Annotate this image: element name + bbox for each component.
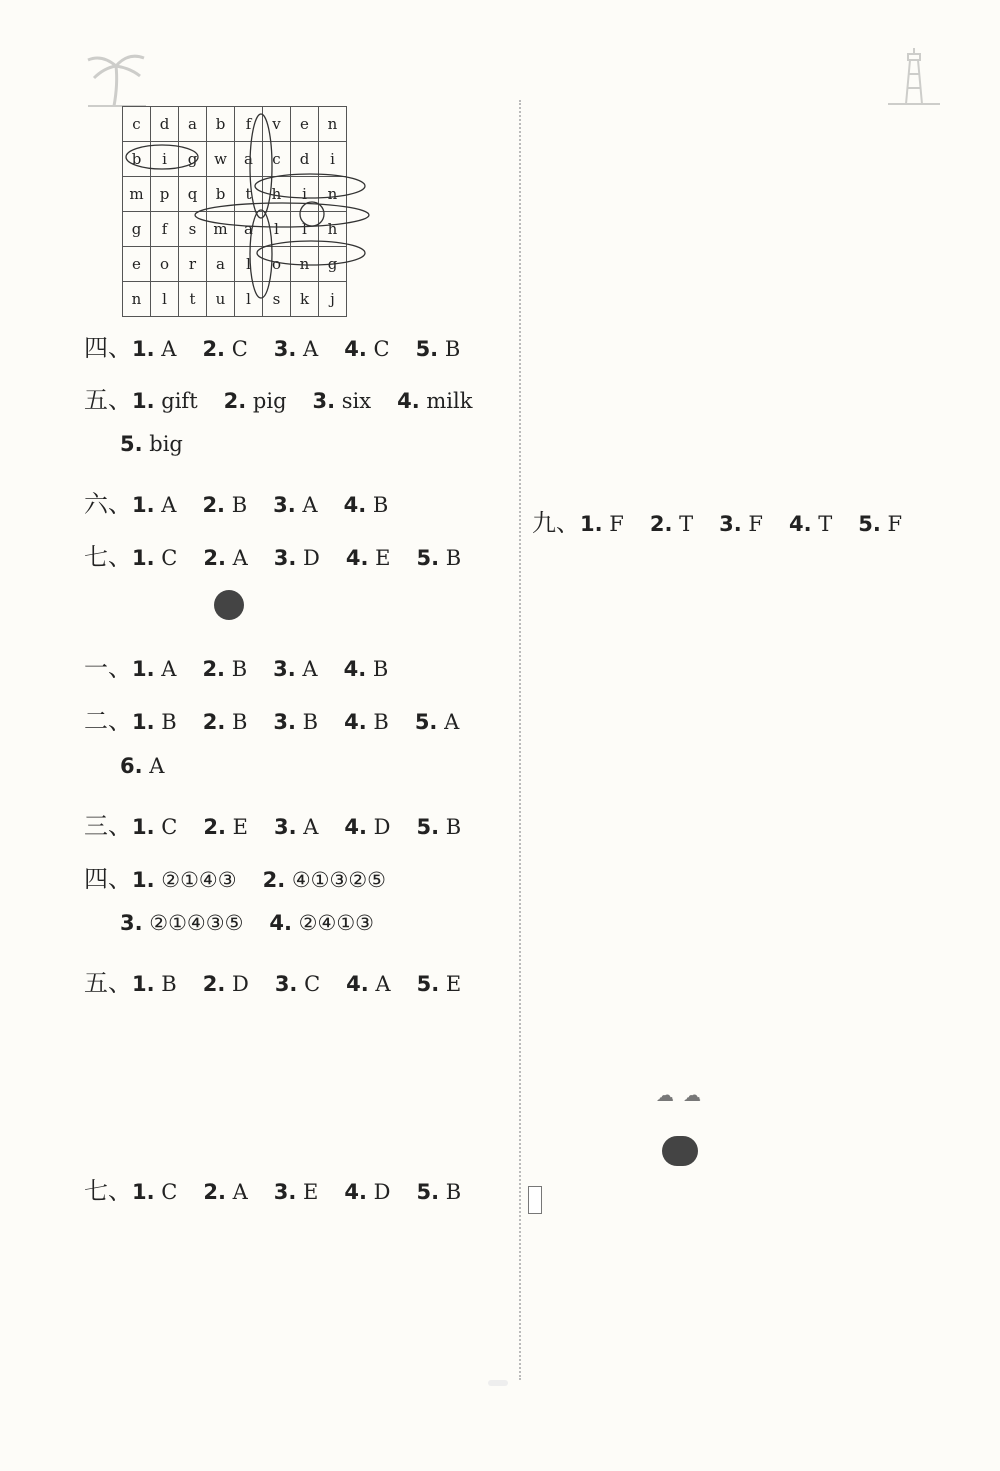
grid-cell: a: [179, 107, 207, 142]
word-search-circles: [122, 106, 372, 300]
lighthouse-icon: [884, 44, 944, 108]
grid-cell: s: [179, 212, 207, 247]
grid-cell: l: [151, 282, 179, 317]
answer-value: six: [335, 389, 372, 413]
answer-value: A: [296, 337, 319, 361]
answer-value: gift: [154, 389, 198, 413]
grid-cell: g: [179, 142, 207, 177]
answer-number: 4.: [344, 337, 367, 361]
answer-number: 2.: [203, 815, 226, 839]
grid-cell: e: [123, 247, 151, 282]
circle-big: [126, 145, 198, 169]
grid-cell: i: [291, 177, 319, 212]
homework-9-badge: [214, 590, 244, 620]
hw9-q1-answers: [84, 648, 388, 683]
answer-number: 3.: [719, 512, 742, 536]
answer-value: E: [296, 1180, 319, 1204]
answer-value: D: [366, 815, 391, 839]
answer-number: 1.: [132, 657, 155, 681]
grid-cell: c: [123, 107, 151, 142]
answer-number: 2.: [649, 512, 673, 536]
q5-answers-line1: [84, 380, 472, 415]
answer-number: 2.: [202, 337, 226, 361]
answer-number: 5.: [416, 1180, 440, 1204]
answer-number: 5.: [858, 512, 881, 536]
answer-value: B: [154, 710, 177, 734]
grid-cell: b: [207, 177, 235, 212]
grid-cell: f: [235, 107, 263, 142]
answer-value: E: [225, 815, 248, 839]
answer-number: 1.: [132, 389, 155, 413]
answer-number: 6.: [120, 754, 143, 778]
answer-number: 1.: [132, 493, 155, 517]
answer-value: D: [296, 546, 320, 570]
answer-value: T: [811, 512, 833, 536]
circle-long: [257, 241, 365, 265]
grid-cell: j: [319, 282, 347, 317]
answer-value: A: [295, 657, 318, 681]
answer-number: 2.: [223, 389, 247, 413]
question-label: 四、: [84, 865, 132, 893]
answer-value: A: [225, 1180, 248, 1204]
answer-value: A: [225, 546, 248, 570]
grid-cell: d: [291, 142, 319, 177]
answer-number: 5.: [416, 815, 440, 839]
grid-cell: i: [151, 142, 179, 177]
answer-number: 4.: [344, 710, 367, 734]
question-label: 三、: [84, 812, 132, 840]
answer-value: D: [225, 972, 249, 996]
answer-value: C: [154, 546, 178, 570]
grid-cell: l: [291, 212, 319, 247]
answer-value: B: [366, 493, 389, 517]
answer-value: milk: [419, 389, 473, 413]
answer-number: 5.: [416, 972, 440, 996]
answer-number: 3.: [120, 911, 143, 935]
answer-value: A: [154, 493, 177, 517]
answer-number: 3.: [273, 1180, 297, 1204]
answer-number: 2.: [202, 657, 226, 681]
answer-value: D: [366, 1180, 391, 1204]
answer-number: 1.: [132, 815, 155, 839]
hw9-q2b-answers: [120, 754, 164, 778]
answer-value: ②④①③: [292, 911, 374, 935]
homework-10-badge: [662, 1136, 698, 1166]
answer-value: B: [296, 710, 319, 734]
answer-number: 1.: [132, 710, 155, 734]
grid-cell: p: [151, 177, 179, 212]
grid-cell: v: [263, 107, 291, 142]
answer-number: 4.: [269, 911, 292, 935]
palm-tree-icon: [84, 44, 150, 110]
answer-number: 4.: [345, 546, 369, 570]
answer-number: 3.: [274, 972, 298, 996]
answer-number: 3.: [273, 337, 297, 361]
answer-number: 4.: [788, 512, 812, 536]
unit-heading: [656, 1078, 701, 1108]
answer-value: ④①③②⑤: [285, 868, 386, 892]
grid-cell: n: [319, 177, 347, 212]
grid-cell: f: [151, 212, 179, 247]
question-label: 七、: [84, 543, 132, 571]
answer-value: A: [142, 754, 165, 778]
answer-number: 1.: [132, 337, 155, 361]
grid-cell: u: [207, 282, 235, 317]
answer-number: 1.: [132, 546, 155, 570]
grid-cell: l: [235, 247, 263, 282]
grid-cell: l: [235, 282, 263, 317]
homework-9-title: [212, 590, 244, 620]
answer-number: 5.: [120, 432, 143, 456]
grid-cell: i: [319, 142, 347, 177]
hw9-q4b-answers: [120, 911, 374, 935]
answer-value: ②①④③⑤: [142, 911, 244, 935]
answer-value: C: [366, 337, 390, 361]
hw9-q3-answers: [84, 806, 461, 841]
answer-number: 3.: [273, 815, 297, 839]
grid-cell: n: [291, 247, 319, 282]
grid-cell: t: [235, 177, 263, 212]
answer-number: 4.: [346, 972, 369, 996]
answer-number: 2.: [203, 1180, 226, 1204]
grid-cell: g: [123, 212, 151, 247]
grid-cell: m: [123, 177, 151, 212]
answer-number: 4.: [344, 1180, 367, 1204]
grid-cell: e: [291, 107, 319, 142]
grid-cell: q: [179, 177, 207, 212]
answer-number: 2.: [202, 493, 226, 517]
question-label: 一、: [84, 654, 132, 682]
grid-cell: o: [263, 247, 291, 282]
circle-small: [195, 203, 369, 227]
hw9-q5-answers: [84, 963, 461, 998]
question-label: 五、: [84, 386, 132, 414]
grid-cell: h: [319, 212, 347, 247]
answer-value: A: [296, 815, 319, 839]
grid-cell: b: [123, 142, 151, 177]
answer-value: C: [154, 815, 178, 839]
answer-value: C: [297, 972, 321, 996]
question-label: 二、: [84, 707, 132, 735]
answer-value: A: [295, 493, 318, 517]
answer-number: 4.: [344, 815, 367, 839]
answer-value: F: [741, 512, 763, 536]
column-divider: [519, 100, 521, 1380]
answer-number: 2.: [202, 710, 226, 734]
answer-number: 3.: [273, 493, 296, 517]
answer-value: B: [366, 657, 389, 681]
answer-number: 2.: [262, 868, 286, 892]
question-label: 六、: [84, 490, 132, 518]
answer-number: 5.: [415, 337, 439, 361]
hw9-q4a-answers: [84, 859, 386, 894]
circle-fat: [250, 114, 272, 218]
answer-number: 3.: [273, 657, 296, 681]
answer-number: 3.: [273, 710, 296, 734]
page-number: [488, 1380, 508, 1386]
header-title: [172, 64, 178, 94]
answer-value: A: [368, 972, 391, 996]
answer-value: T: [672, 512, 694, 536]
answer-number: 4.: [343, 657, 367, 681]
answer-number: 4.: [343, 493, 367, 517]
answer-number: 3.: [312, 389, 336, 413]
grid-cell: a: [207, 247, 235, 282]
question-label: 四、: [84, 334, 132, 362]
question-label: 七、: [84, 1177, 132, 1205]
answer-number: 1.: [580, 512, 603, 536]
answer-value: F: [602, 512, 624, 536]
answer-value: A: [437, 710, 460, 734]
grid-cell: w: [207, 142, 235, 177]
answer-value: C: [154, 1180, 178, 1204]
grid-cell: s: [263, 282, 291, 317]
question-label: 五、: [84, 969, 132, 997]
answer-number: 5.: [416, 546, 440, 570]
watermark-logo: [815, 1383, 993, 1463]
grid-cell: n: [319, 107, 347, 142]
grid-cell: t: [179, 282, 207, 317]
q6-answers: [84, 484, 388, 519]
q9-answers: [532, 503, 902, 538]
answer-value: B: [439, 815, 462, 839]
answer-value: B: [154, 972, 177, 996]
answer-value: A: [154, 657, 177, 681]
q7-answers: [84, 537, 461, 572]
knowledge-label: [528, 1188, 542, 1212]
grid-cell: n: [123, 282, 151, 317]
answer-value: B: [225, 657, 248, 681]
question-label: 九、: [532, 509, 580, 537]
answer-value: C: [225, 337, 248, 361]
grid-cell: b: [207, 107, 235, 142]
hw9-q2-answers: [84, 701, 459, 736]
q4-answers: [84, 328, 460, 363]
answer-value: B: [225, 710, 248, 734]
answer-number: 3.: [273, 546, 297, 570]
answer-value: E: [439, 972, 462, 996]
answer-number: 2.: [203, 546, 226, 570]
answer-value: ②①④③: [154, 868, 237, 892]
homework-10-title: [660, 1136, 698, 1166]
circle-tall: [250, 210, 272, 298]
grid-cell: a: [235, 142, 263, 177]
answer-value: B: [438, 337, 461, 361]
answer-value: A: [154, 337, 177, 361]
answer-number: 1.: [132, 868, 155, 892]
circle-l: [300, 202, 324, 226]
answer-value: B: [225, 493, 248, 517]
grid-cell: l: [263, 212, 291, 247]
q5-answers-line2: [120, 432, 183, 456]
answer-number: 5.: [414, 710, 438, 734]
grid-cell: r: [179, 247, 207, 282]
answer-value: F: [880, 512, 903, 536]
hw9-q7-answers: [84, 1171, 461, 1206]
grid-cell: h: [263, 177, 291, 212]
grid-cell: a: [235, 212, 263, 247]
grid-cell: k: [291, 282, 319, 317]
grid-cell: g: [319, 247, 347, 282]
grid-cell: m: [207, 212, 235, 247]
grid-cell: o: [151, 247, 179, 282]
cloud-right-icon: ☁: [683, 1085, 702, 1106]
cloud-left-icon: ☁: [656, 1085, 674, 1106]
answer-number: 1.: [132, 1180, 155, 1204]
answer-number: 1.: [132, 972, 155, 996]
answer-value: E: [368, 546, 391, 570]
answer-number: 2.: [202, 972, 226, 996]
answer-value: big: [142, 432, 183, 456]
answer-number: 4.: [397, 389, 420, 413]
grid-cell: d: [151, 107, 179, 142]
answer-value: B: [366, 710, 389, 734]
grid-cell: c: [263, 142, 291, 177]
answer-value: pig: [246, 389, 287, 413]
answer-value: B: [439, 1180, 462, 1204]
answer-value: B: [439, 546, 462, 570]
